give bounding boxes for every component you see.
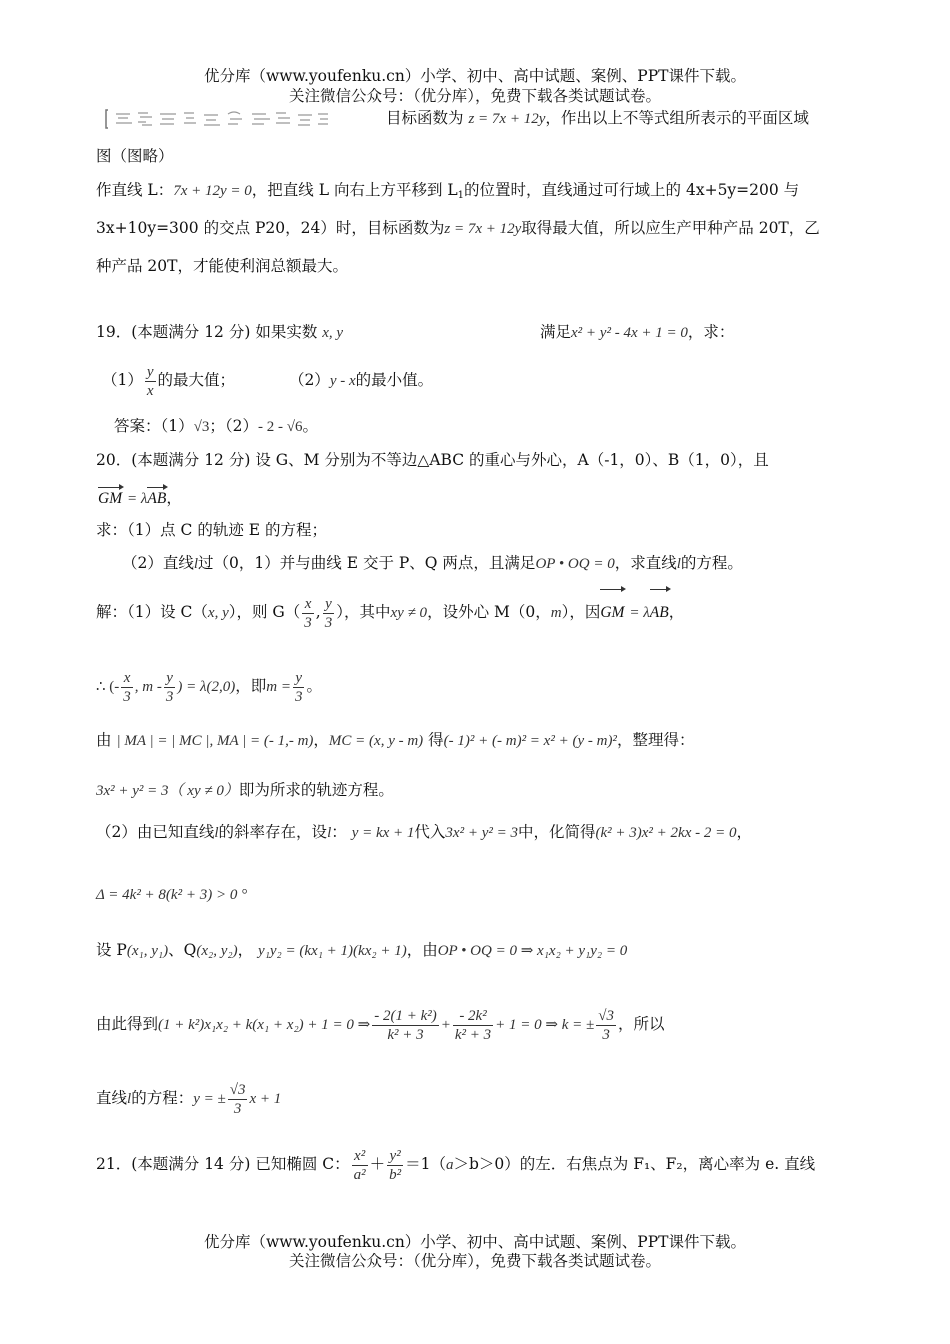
q20-solution-4: 3x² + y² = 3（ xy ≠ 0）即为所求的轨迹方程。 <box>96 781 394 799</box>
p18-line-4: 3x+10y=300 的交点 P20，24）时，目标函数为z = 7x + 12y取得最大值，所以应生产甲种产品 20T，乙 <box>96 219 820 237</box>
q20-solution-6: Δ = 4k² + 8(k² + 3) > 0 ° <box>96 887 248 903</box>
q20-ask-1: 求：（1）点 C 的轨迹 E 的方程； <box>96 521 327 539</box>
q20-solution-1: 解：（1）设 C（x, y），则 G（ $\frac{x}{3}$ , $\frac{y}{3}$ ），其中xy ≠ 0，设外心 M（0，m），因GM = λAB， <box>96 590 684 635</box>
header-line-2: 关注微信公众号：（优分库），免费下载各类试题试卷。 <box>288 87 661 105</box>
p18-line-2: 图（图略） <box>96 147 174 165</box>
p18-line-5: 种产品 20T，才能使利润总额最大。 <box>96 257 348 275</box>
p18-line-1: 目标函数为 z = 7x + 12y，作出以上不等式组所表示的平面区域 <box>386 109 809 127</box>
scanned-inequality-image <box>104 108 336 130</box>
q20-ask-2: （2）直线l过（0，1）并与曲线 E 交于 P、Q 两点，且满足OP • OQ = 0，求直线l的方程。 <box>122 554 743 572</box>
footer-line-1: 优分库（www.youfenku.cn）小学、初中、高中试题、案例、PPT课件下载。 <box>203 1233 747 1251</box>
q19-parts: （1） $\frac{y}{x}$ 的最大值； （2）y - x的最小值。 <box>102 363 434 399</box>
q20-solution-3: 由 | MA | = | MC |, MA | = (- 1,- m)，MC = (x, y - m) 得(- 1)² + (- m)² = x² + (y - m)²，整理得： <box>96 731 695 749</box>
q20-vector-condition: GM = λAB， <box>98 489 182 507</box>
q19-heading: 19．(本题满分 12 分) 如果实数 x, y <box>96 323 344 341</box>
q19-condition: 满足x² + y² - 4x + 1 = 0，求： <box>540 323 735 341</box>
q20-solution-9: 直线l的方程：y = ± $\frac{√3}{3}$ x + 1 <box>96 1081 282 1117</box>
q19-answer: 答案：（1）√3；（2）- 2 - √6。 <box>114 417 318 435</box>
q20-solution-5: （2）由已知直线l的斜率存在，设l： y = kx + 1代入3x² + y² = 3中，化简得(k² + 3)x² + 2kx - 2 = 0， <box>96 823 752 841</box>
footer-line-2: 关注微信公众号：（优分库），免费下载各类试题试卷。 <box>288 1252 661 1270</box>
p18-line-3: 作直线 L：7x + 12y = 0，把直线 L 向右上方平移到 $L_1$的位置时，直线通过可行域上的 4x+5y=200 与 <box>96 181 800 201</box>
q20-solution-8: 由此得到(1 + k²)x₁x₂ + k(x₁ + x₂) + 1 = 0 ⇒ $\frac{\text{- 2(1 + k²)}}{\text{k² + 3}}$ + $\frac{\text{- 2k²}}{\text{k² + 3}}$ + 1 = 0 ⇒ k = ± $\frac{√3}{3}$ ，所以 <box>96 1007 665 1043</box>
q21-heading: 21．(本题满分 14 分) 已知椭圆 C： $\frac{\text{x²}}{\text{a²}}$ ＋ $\frac{\text{y²}}{\text{b²}}$ ＝1（a＞b＞0）的左．右焦点为 F₁、F₂，离心率为 e. 直线 <box>96 1147 816 1183</box>
q20-solution-2: ∴ (- $\frac{x}{3}$ , m - $\frac{y}{3}$ ) = λ(2,0)，即m = $\frac{y}{3}$ 。 <box>96 669 322 705</box>
header-line-1: 优分库（www.youfenku.cn）小学、初中、高中试题、案例、PPT课件下载。 <box>203 67 747 85</box>
q20-solution-7: 设 P(x₁, y₁)、Q(x₂, y₂)， y₁y₂ = (kx₁ + 1)(kx₂ + 1)，由OP • OQ = 0 ⇒ x₁x₂ + y₁y₂ = 0 <box>96 941 628 959</box>
q20-heading: 20．(本题满分 12 分) 设 G、M 分别为不等边△ABC 的重心与外心，A（-1，0）、B（1，0），且 <box>96 451 769 469</box>
